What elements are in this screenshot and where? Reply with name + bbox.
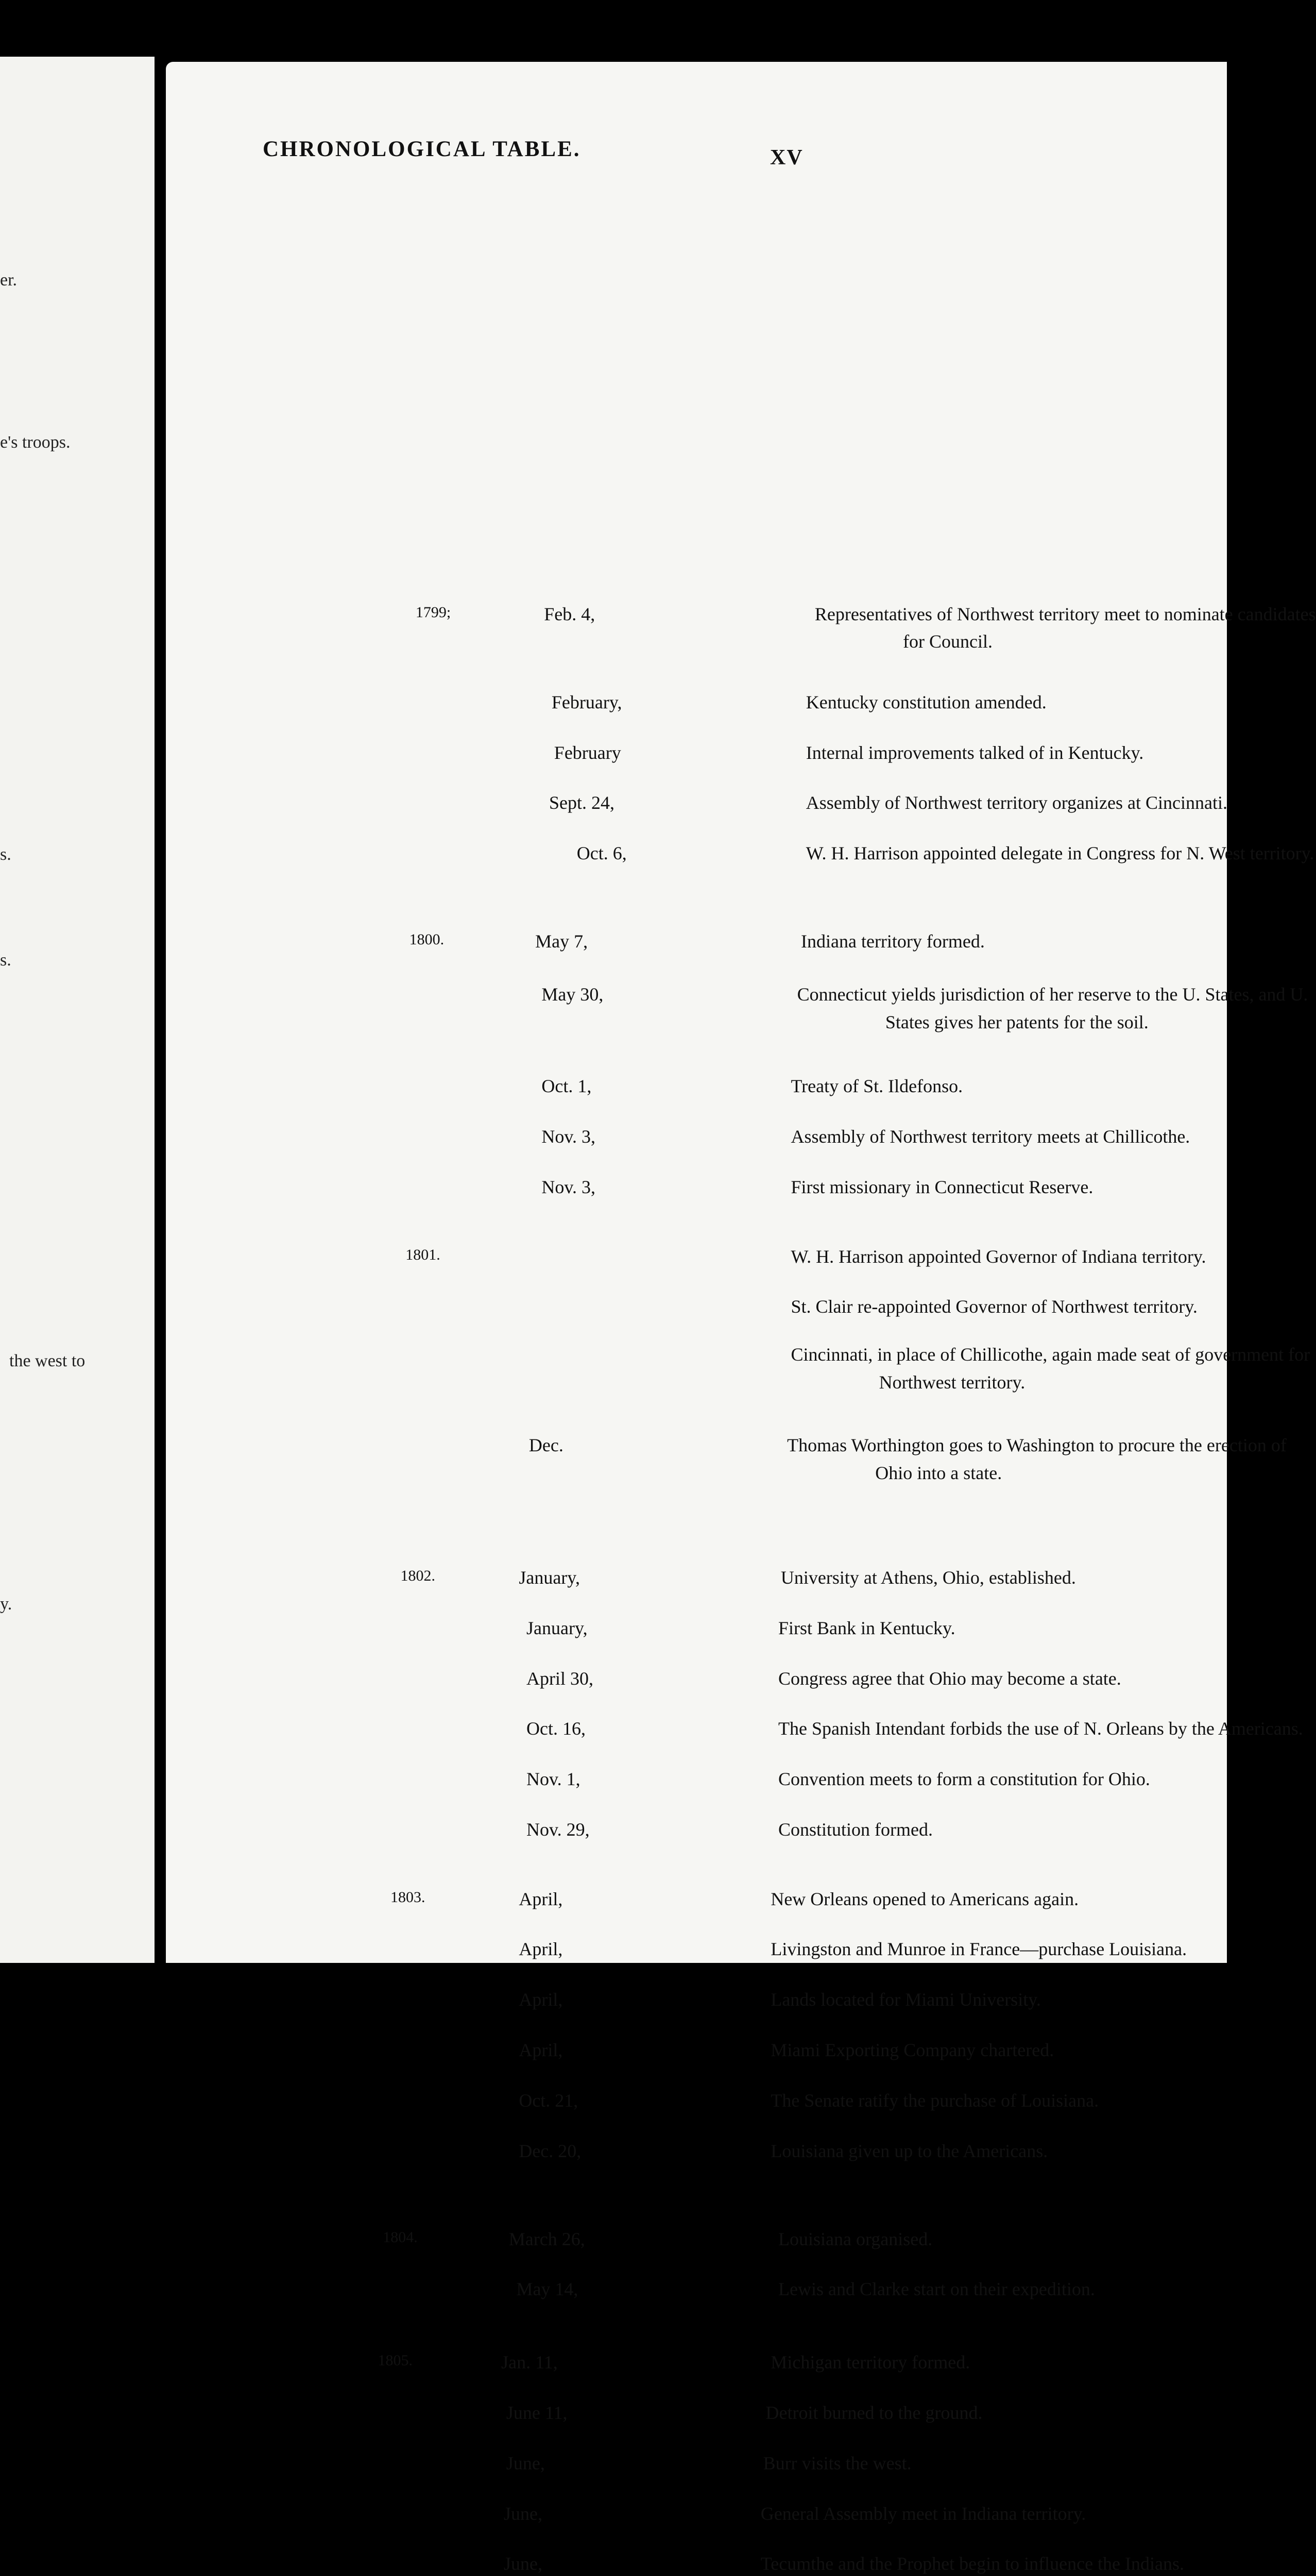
- entry-date: Oct. 1,: [541, 1076, 592, 1097]
- entry-date: January,: [519, 1567, 580, 1588]
- entry-date: April,: [519, 1989, 563, 2010]
- entry-event: General Assembly meet in Indiana territory.: [760, 2503, 1086, 2524]
- entry-date: April,: [519, 1888, 563, 1909]
- left-page-fragment-text: er.: [0, 270, 18, 290]
- entry-date: May 14,: [516, 2279, 578, 2300]
- entry-year: 1803.: [390, 1888, 425, 1906]
- entry-event: Assembly of Northwest territory organizes at Cincinnati.: [806, 792, 1227, 814]
- entry-date: Jan. 11,: [501, 2352, 558, 2373]
- left-page-fragment-text: s.: [0, 845, 11, 864]
- entry-date: February,: [551, 691, 622, 713]
- left-page-fragment-text: the west to: [9, 1351, 86, 1370]
- entry-date: June 11,: [506, 2402, 568, 2424]
- entry-date: January,: [526, 1617, 588, 1638]
- entry-event: Representatives of Northwest territory meet to nominate candidates: [814, 603, 1316, 624]
- entry-event: The Spanish Intendant forbids the use of N. Orleans by the Americans.: [778, 1718, 1303, 1739]
- entry-event: Constitution formed.: [778, 1819, 933, 1840]
- entry-event: Thomas Worthington goes to Washington to procure the erection of: [787, 1435, 1287, 1456]
- entry-date: Oct. 16,: [526, 1718, 586, 1739]
- entry-event-continuation: for Council.: [903, 631, 993, 652]
- entry-date: February: [554, 742, 621, 763]
- entry-event-continuation: Ohio into a state.: [875, 1463, 1002, 1484]
- entry-year: 1799;: [415, 603, 451, 621]
- entry-year: 1805.: [378, 2352, 413, 2369]
- entry-event: University at Athens, Ohio, established.: [780, 1567, 1076, 1588]
- entry-date: June,: [506, 2452, 545, 2473]
- entry-date: April,: [519, 1939, 563, 1960]
- entry-date: Nov. 3,: [541, 1177, 596, 1198]
- entry-event: Convention meets to form a constitution for Ohio.: [778, 1769, 1150, 1790]
- entry-event: Detroit burned to the ground.: [765, 2402, 983, 2424]
- entry-event: New Orleans opened to Americans again.: [771, 1888, 1079, 1909]
- left-page-fragment-text: e's troops.: [0, 433, 71, 452]
- page-number: XV: [770, 146, 804, 170]
- entry-event: Indiana territory formed.: [801, 931, 985, 952]
- entry-event: Livingston and Munroe in France—purchase Louisiana.: [771, 1939, 1187, 1960]
- entry-event: First Bank in Kentucky.: [778, 1617, 955, 1638]
- entry-event: W. H. Harrison appointed delegate in Congress for N. West territory.: [806, 843, 1314, 864]
- entry-event: Cincinnati, in place of Chillicothe, again made seat of government for: [791, 1344, 1310, 1365]
- entry-date: Nov. 29,: [526, 1819, 590, 1840]
- entry-year: 1802.: [400, 1567, 435, 1585]
- entry-date: May 7,: [535, 931, 588, 952]
- entry-event: The Senate ratify the purchase of Louisiana.: [771, 2090, 1099, 2111]
- entry-event: Connecticut yields jurisdiction of her reserve to the U. States, and U.: [797, 984, 1308, 1005]
- entry-date: Dec.: [528, 1435, 563, 1456]
- entry-year: 1801.: [405, 1246, 440, 1263]
- entry-date: Oct. 21,: [519, 2090, 578, 2111]
- entry-event: Kentucky constitution amended.: [806, 691, 1047, 713]
- entry-event: Tecumthe and the Prophet begin to influence the Indians.: [760, 2553, 1184, 2574]
- entry-date: May 30,: [541, 984, 604, 1005]
- entry-date: Nov. 3,: [541, 1126, 596, 1147]
- left-page-fragment-text: y.: [0, 1595, 12, 1614]
- entry-event: St. Clair re-appointed Governor of Northwest territory.: [791, 1296, 1198, 1317]
- page-title: CHRONOLOGICAL TABLE.: [263, 137, 581, 161]
- entry-date: June,: [504, 2553, 542, 2574]
- entry-event: Assembly of Northwest territory meets at Chillicothe.: [791, 1126, 1190, 1147]
- entry-date: Sept. 24,: [549, 792, 615, 814]
- entry-event: Treaty of St. Ildefonso.: [791, 1076, 963, 1097]
- left-page-fragment-text: s.: [0, 951, 11, 970]
- entry-event: Louisiana given up to the Americans.: [771, 2140, 1048, 2161]
- entry-event: Louisiana organised.: [778, 2228, 933, 2249]
- entry-event: Michigan territory formed.: [771, 2352, 970, 2373]
- entry-event-continuation: States gives her patents for the soil.: [885, 1011, 1149, 1032]
- entry-event: First missionary in Connecticut Reserve.: [791, 1177, 1093, 1198]
- entry-date: March 26,: [508, 2228, 585, 2249]
- entry-date: June,: [504, 2503, 542, 2524]
- entry-event: Congress agree that Ohio may become a state.: [778, 1668, 1121, 1689]
- entry-event-continuation: Northwest territory.: [879, 1372, 1026, 1393]
- entry-event: Miami Exporting Company chartered.: [771, 2039, 1054, 2060]
- entry-year: 1804.: [383, 2228, 418, 2246]
- entry-date: April,: [519, 2039, 563, 2060]
- entry-date: Oct. 6,: [576, 843, 627, 864]
- entry-year: 1800.: [409, 931, 445, 948]
- entry-event: W. H. Harrison appointed Governor of Indiana territory.: [791, 1246, 1206, 1267]
- entry-date: Feb. 4,: [544, 603, 595, 624]
- entry-date: Dec. 20,: [519, 2140, 582, 2161]
- entry-event: Burr visits the west.: [763, 2452, 912, 2473]
- entry-event: Lands located for Miami University.: [771, 1989, 1041, 2010]
- entry-date: April 30,: [526, 1668, 593, 1689]
- entry-date: Nov. 1,: [526, 1769, 580, 1790]
- entry-event: Lewis and Clarke start on their expedition.: [778, 2279, 1095, 2300]
- entry-event: Internal improvements talked of in Kentucky.: [806, 742, 1144, 763]
